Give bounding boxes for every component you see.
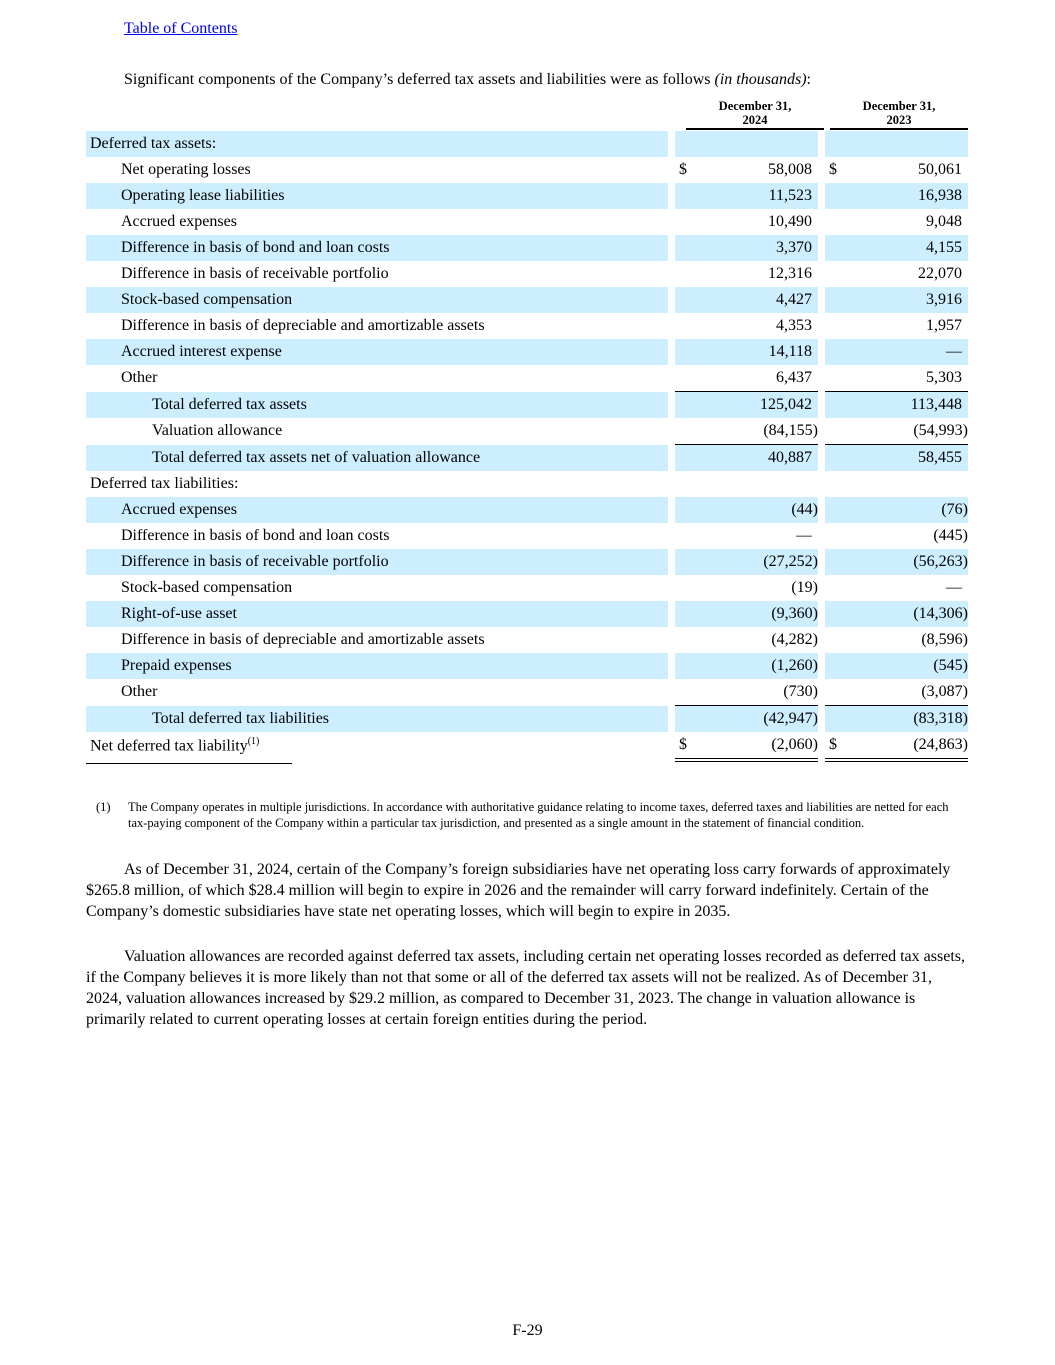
column-gap — [668, 601, 675, 627]
value-text: (14,306) — [913, 605, 968, 622]
currency-symbol: $ — [825, 732, 858, 760]
value-2023 — [858, 471, 968, 497]
table-row — [86, 601, 968, 627]
value-2024 — [708, 392, 818, 419]
column-gap — [668, 157, 675, 183]
row-label: Accrued expenses — [86, 497, 668, 523]
value-2023 — [858, 679, 968, 706]
footnote-reference: (1) — [247, 736, 260, 748]
value-2023 — [858, 261, 968, 287]
value-2024 — [708, 549, 818, 575]
currency-symbol — [675, 313, 708, 339]
value-2023 — [858, 339, 968, 365]
intro-main: Significant components of the Company’s deferred tax assets and liabilities were as follows — [124, 71, 715, 88]
currency-symbol — [675, 679, 708, 706]
column-gap — [668, 209, 675, 235]
column-gap — [818, 418, 825, 445]
currency-symbol — [825, 627, 858, 653]
table-row — [86, 523, 968, 549]
value-text: (1,260) — [771, 657, 818, 674]
footnote-divider — [86, 763, 292, 764]
currency-symbol — [825, 601, 858, 627]
value-2023 — [858, 235, 968, 261]
column-gap — [668, 575, 675, 601]
value-2024 — [708, 706, 818, 733]
value-text: (730) — [783, 683, 818, 700]
value-2023 — [858, 601, 968, 627]
table-row — [86, 183, 968, 209]
column-gap — [818, 679, 825, 706]
currency-symbol — [675, 131, 708, 157]
value-2023 — [858, 131, 968, 157]
row-label: Stock-based compensation — [86, 287, 668, 313]
column-gap — [818, 653, 825, 679]
currency-symbol — [675, 549, 708, 575]
row-label: Difference in basis of depreciable and amortizable assets — [121, 631, 485, 648]
table-row — [86, 497, 968, 523]
currency-symbol — [675, 235, 708, 261]
row-label: Stock-based compensation — [121, 579, 293, 596]
value-text: 22,070 — [918, 265, 962, 282]
row-label: Difference in basis of receivable portfolio — [86, 549, 668, 575]
column-gap — [818, 131, 825, 157]
currency-symbol — [825, 523, 858, 549]
column-gap — [818, 183, 825, 209]
value-text: 40,887 — [768, 449, 812, 466]
currency-symbol — [675, 627, 708, 653]
value-text: (8,596) — [921, 631, 968, 648]
currency-symbol — [675, 209, 708, 235]
currency-symbol: $ — [679, 161, 687, 178]
value-text: 58,455 — [918, 449, 962, 466]
column-gap — [668, 339, 675, 365]
column-gap — [668, 287, 675, 313]
column-gap — [818, 287, 825, 313]
deferred-tax-table — [86, 131, 968, 762]
row-label: Right-of-use asset — [86, 601, 668, 627]
value-text: (42,947) — [763, 710, 818, 727]
table-row — [86, 732, 968, 760]
intro-units: (in thousands) — [714, 71, 807, 88]
column-gap — [668, 523, 675, 549]
column-gap — [818, 523, 825, 549]
value-text: (445) — [933, 527, 968, 544]
table-row — [86, 261, 968, 287]
value-text: (84,155) — [763, 422, 818, 439]
row-label: Other — [121, 683, 158, 701]
table-row — [86, 131, 968, 157]
column-gap — [668, 549, 675, 575]
column-header-2023: December 31, 2023 — [830, 99, 968, 130]
value-text: (27,252) — [763, 553, 818, 570]
column-gap — [818, 549, 825, 575]
value-text: 125,042 — [760, 396, 812, 413]
value-2023 — [858, 183, 968, 209]
column-gap — [668, 706, 675, 733]
intro-text — [124, 71, 811, 89]
column-gap — [668, 313, 675, 339]
table-row — [86, 313, 968, 339]
column-gap — [668, 497, 675, 523]
column-gap — [818, 706, 825, 733]
column-header-2024: December 31, 2024 — [686, 99, 824, 130]
row-label: Deferred tax liabilities: — [90, 475, 239, 492]
value-text: 4,353 — [776, 317, 812, 334]
value-2024 — [708, 653, 818, 679]
value-2024 — [708, 418, 818, 445]
value-text: 9,048 — [926, 213, 962, 230]
row-label: Difference in basis of depreciable and amortizable assets — [121, 317, 485, 334]
currency-symbol — [825, 497, 858, 523]
value-2024 — [708, 575, 818, 601]
table-row — [86, 445, 968, 472]
column-gap — [818, 157, 825, 183]
row-label: Prepaid expenses — [86, 653, 668, 679]
value-2023 — [858, 706, 968, 733]
column-gap — [668, 261, 675, 287]
row-label: Difference in basis of receivable portfolio — [121, 265, 389, 282]
column-gap — [818, 575, 825, 601]
value-2023 — [858, 313, 968, 339]
value-2024 — [708, 261, 818, 287]
value-2023 — [858, 627, 968, 653]
row-label: Difference in basis of bond and loan costs — [121, 527, 390, 544]
currency-symbol — [825, 235, 858, 261]
value-text: 10,490 — [768, 213, 812, 230]
currency-symbol — [825, 471, 858, 497]
currency-symbol — [675, 706, 708, 733]
currency-symbol — [675, 392, 708, 419]
row-label: Operating lease liabilities — [86, 183, 668, 209]
column-gap — [668, 627, 675, 653]
value-2023 — [858, 392, 968, 419]
column-gap — [818, 627, 825, 653]
currency-symbol — [825, 261, 858, 287]
row-label: Accrued interest expense — [86, 339, 668, 365]
value-2023 — [858, 523, 968, 549]
currency-symbol — [825, 653, 858, 679]
currency-symbol — [825, 365, 858, 392]
table-row — [86, 549, 968, 575]
table-row — [86, 627, 968, 653]
footnote — [96, 799, 968, 831]
column-gap — [668, 732, 675, 760]
value-2024 — [708, 183, 818, 209]
value-text: (44) — [791, 501, 818, 518]
value-2024 — [708, 313, 818, 339]
row-label: Valuation allowance — [152, 422, 283, 440]
value-2023 — [858, 549, 968, 575]
column-gap — [818, 339, 825, 365]
currency-symbol — [825, 339, 858, 365]
column-gap — [668, 418, 675, 445]
currency-symbol — [675, 575, 708, 601]
value-text: 6,437 — [776, 369, 812, 386]
column-gap — [668, 679, 675, 706]
table-row — [86, 209, 968, 235]
value-text: 58,008 — [768, 161, 812, 178]
column-gap — [668, 183, 675, 209]
value-2023 — [858, 575, 968, 601]
value-2023 — [858, 287, 968, 313]
table-row — [86, 287, 968, 313]
currency-symbol — [675, 471, 708, 497]
value-text: (545) — [933, 657, 968, 674]
value-2024 — [708, 157, 818, 183]
currency-symbol — [675, 523, 708, 549]
value-2023 — [858, 418, 968, 445]
currency-symbol — [825, 209, 858, 235]
column-gap — [818, 365, 825, 392]
value-text: (19) — [791, 579, 818, 596]
column-gap — [818, 497, 825, 523]
value-text: 14,118 — [768, 343, 812, 360]
currency-symbol — [825, 445, 858, 472]
value-2024 — [708, 131, 818, 157]
currency-symbol — [675, 497, 708, 523]
value-text: (4,282) — [771, 631, 818, 648]
value-text: — — [946, 343, 962, 360]
value-text: (54,993) — [913, 422, 968, 439]
currency-symbol — [825, 706, 858, 733]
value-2023 — [858, 445, 968, 472]
table-row — [86, 471, 968, 497]
value-text: 113,448 — [910, 396, 962, 413]
column-gap — [668, 471, 675, 497]
table-row — [86, 418, 968, 445]
row-label: Deferred tax assets: — [86, 131, 668, 157]
table-of-contents-link[interactable]: Table of Contents — [124, 20, 238, 37]
row-label: Net deferred tax liability$^{(1)}$ — [90, 736, 260, 755]
currency-symbol — [675, 261, 708, 287]
value-text: (76) — [941, 501, 968, 518]
table-row — [86, 653, 968, 679]
column-gap — [818, 445, 825, 472]
row-label: Net operating losses — [121, 161, 251, 178]
value-2023 — [858, 732, 968, 760]
value-2023 — [858, 157, 968, 183]
value-text: 4,427 — [776, 291, 812, 308]
value-2024 — [708, 445, 818, 472]
currency-symbol — [675, 339, 708, 365]
row-label: Total deferred tax assets — [86, 392, 668, 419]
value-text: 50,061 — [918, 161, 962, 178]
value-2024 — [708, 627, 818, 653]
value-2024 — [708, 339, 818, 365]
currency-symbol — [825, 418, 858, 445]
currency-symbol — [675, 183, 708, 209]
currency-symbol — [825, 575, 858, 601]
value-2024 — [708, 209, 818, 235]
currency-symbol: $ — [829, 161, 837, 178]
value-2023 — [858, 209, 968, 235]
value-text: — — [946, 579, 962, 596]
currency-symbol — [675, 418, 708, 445]
column-gap — [818, 392, 825, 419]
row-label: Difference in basis of bond and loan costs — [86, 235, 668, 261]
currency-symbol — [825, 183, 858, 209]
column-gap — [818, 313, 825, 339]
page-number: F-29 — [512, 1322, 543, 1339]
value-text: 16,938 — [918, 187, 962, 204]
intro-end: : — [806, 71, 811, 88]
value-2024 — [708, 679, 818, 706]
row-label: Total deferred tax liabilities — [86, 706, 668, 733]
currency-symbol — [675, 287, 708, 313]
table-row — [86, 157, 968, 183]
currency-symbol — [825, 679, 858, 706]
column-gap — [818, 732, 825, 760]
value-text: — — [796, 527, 812, 544]
table-row — [86, 339, 968, 365]
value-text: 12,316 — [768, 265, 812, 282]
currency-symbol — [825, 313, 858, 339]
column-gap — [668, 235, 675, 261]
column-gap — [818, 601, 825, 627]
value-2024 — [708, 601, 818, 627]
value-2023 — [858, 365, 968, 392]
table-row — [86, 235, 968, 261]
value-text: 4,155 — [926, 239, 962, 256]
footnote-marker: (1) — [96, 800, 111, 814]
row-label: Total deferred tax assets net of valuation allowance — [86, 445, 668, 472]
paragraph-valuation: Valuation allowances are recorded against deferred tax assets, including certain net operating losses recorded as deferred tax assets, if the Company believes it is more likely than not that some or all of the deferred tax assets will not be realized. As of December 31, 2024, valuation allowances increased by $29.2 million, as compared to December 31, 2023. The change in valuation allowance is primarily related to current operating losses at certain foreign entities during the period. — [86, 948, 965, 1028]
currency-symbol — [825, 392, 858, 419]
value-text: (9,360) — [771, 605, 818, 622]
column-gap — [818, 209, 825, 235]
value-text: (3,087) — [921, 683, 968, 700]
value-text: 11,523 — [768, 187, 812, 204]
value-2024 — [708, 287, 818, 313]
value-2024 — [708, 365, 818, 392]
table-row — [86, 392, 968, 419]
value-2024 — [708, 497, 818, 523]
column-gap — [818, 261, 825, 287]
value-text: (83,318) — [913, 710, 968, 727]
value-text: (2,060) — [771, 736, 818, 753]
table-row — [86, 365, 968, 392]
currency-symbol — [825, 131, 858, 157]
column-gap — [668, 445, 675, 472]
column-gap — [668, 365, 675, 392]
value-2024 — [708, 471, 818, 497]
currency-symbol — [675, 653, 708, 679]
value-text: 3,916 — [926, 291, 962, 308]
value-2023 — [858, 653, 968, 679]
value-2024 — [708, 732, 818, 760]
currency-symbol — [675, 445, 708, 472]
table-row — [86, 679, 968, 706]
value-text: (56,263) — [913, 553, 968, 570]
currency-symbol — [675, 601, 708, 627]
column-gap — [818, 471, 825, 497]
row-label: Other — [121, 369, 158, 387]
column-gap — [668, 653, 675, 679]
value-text: 1,957 — [926, 317, 962, 334]
footnote-text: The Company operates in multiple jurisdictions. In accordance with authoritative guidance relating to income taxes, deferred taxes and liabilities are netted for each tax-paying component of the Company within a particular tax jurisdiction, and presented as a single amount in the statement of financial condition. — [128, 800, 949, 830]
value-text: 3,370 — [776, 239, 812, 256]
value-text: (24,863) — [913, 736, 968, 753]
currency-symbol — [825, 549, 858, 575]
value-text: 5,303 — [926, 369, 962, 386]
column-gap — [668, 392, 675, 419]
value-2024 — [708, 235, 818, 261]
currency-symbol: $ — [675, 732, 708, 760]
currency-symbol — [675, 365, 708, 392]
column-gap — [818, 235, 825, 261]
value-2024 — [708, 523, 818, 549]
value-2023 — [858, 497, 968, 523]
table-row — [86, 575, 968, 601]
currency-symbol — [825, 287, 858, 313]
paragraph-nol: As of December 31, 2024, certain of the Company’s foreign subsidiaries have net operating loss carry forwards of approximately $265.8 million, of which $28.4 million will begin to expire in 2026 and the remainder will carry forward indefinitely. Certain of the Company’s domestic subsidiaries have state net operating losses, which will begin to expire in 2035. — [86, 861, 951, 920]
table-row — [86, 706, 968, 733]
column-gap — [668, 131, 675, 157]
row-label: Accrued expenses — [121, 213, 237, 230]
